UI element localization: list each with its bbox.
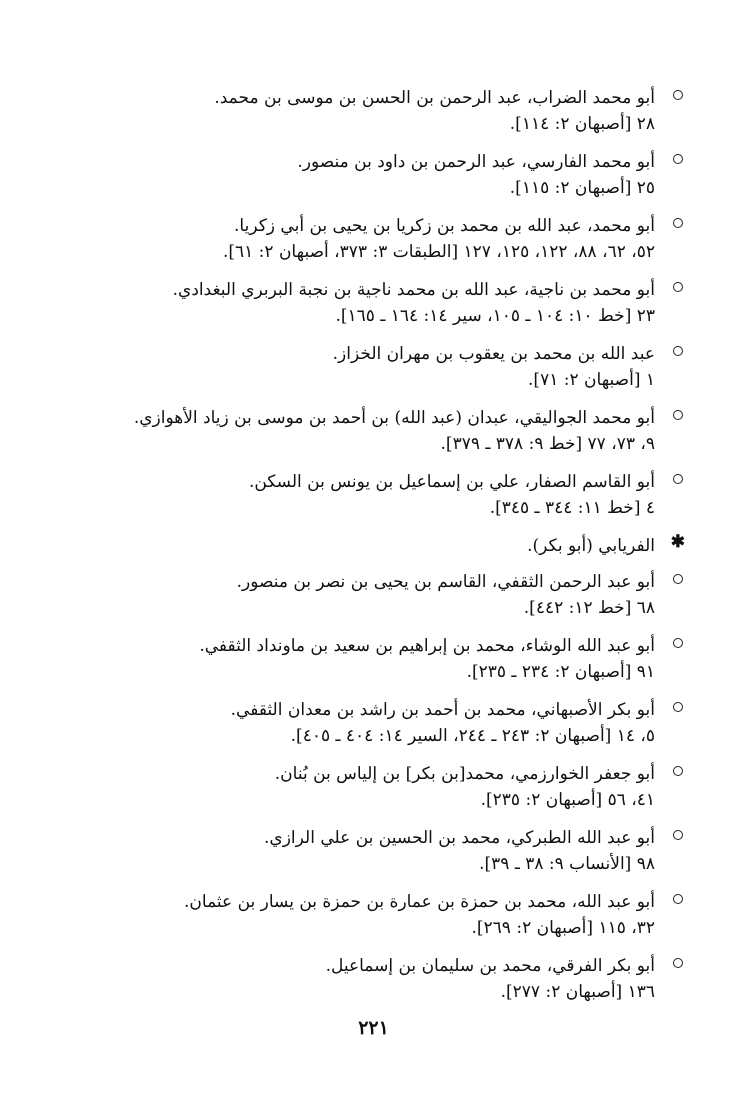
entry-refs: ٥، ١٤ [أصبهان ٢: ٢٤٣ ـ ٢٤٤، السير ١٤: ٤٠٤ ـ ٤٠٥]. <box>290 726 655 746</box>
entry-refs: ٢٥ [أصبهان ٢: ١١٥]. <box>509 178 655 198</box>
circle-bullet-icon <box>673 346 683 356</box>
index-entry <box>100 406 655 458</box>
index-entry-crossref <box>100 532 685 558</box>
circle-bullet-icon <box>673 218 683 228</box>
asterisk-icon: ✱ <box>670 532 685 552</box>
index-entry <box>100 762 655 814</box>
circle-bullet-icon <box>673 574 683 584</box>
circle-bullet-icon <box>673 638 683 648</box>
index-entry <box>100 698 655 750</box>
index-entry <box>100 954 655 1006</box>
entry-refs: ٥٢، ٦٢، ٨٨، ١٢٢، ١٢٥، ١٢٧ [الطبقات ٣: ٣٧٣، أصبهان ٢: ٦١]. <box>222 242 655 262</box>
circle-bullet-icon <box>673 410 683 420</box>
page-number: ٢٢١ <box>358 1017 389 1039</box>
circle-bullet-icon <box>673 282 683 292</box>
circle-bullet-icon <box>673 702 683 712</box>
entry-name: أبو عبد الله الوشاء، محمد بن إبراهيم بن سعيد بن ماونداد الثقفي. <box>199 636 655 656</box>
index-entry <box>100 470 655 522</box>
entry-name: عبد الله بن محمد بن يعقوب بن مهران الخزاز. <box>332 344 655 364</box>
entry-name: أبو محمد الفارسي، عبد الرحمن بن داود بن منصور. <box>297 152 655 172</box>
entry-name: أبو بكر الفرقي، محمد بن سليمان بن إسماعيل. <box>325 956 655 976</box>
circle-bullet-icon <box>673 766 683 776</box>
entry-name: أبو محمد بن ناجية، عبد الله بن محمد ناجية بن نجبة البربري البغدادي. <box>172 280 655 300</box>
entry-refs: ٩، ٧٣، ٧٧ [خط ٩: ٣٧٨ ـ ٣٧٩]. <box>440 434 655 454</box>
entry-name: أبو عبد الله الطبركي، محمد بن الحسين بن علي الرازي. <box>264 828 655 848</box>
index-entry <box>100 634 655 686</box>
entry-name: أبو القاسم الصفار، علي بن إسماعيل بن يونس بن السكن. <box>248 472 655 492</box>
entry-refs: ١٣٦ [أصبهان ٢: ٢٧٧]. <box>500 982 655 1002</box>
entry-refs: ٢٣ [خط ١٠: ١٠٤ ـ ١٠٥، سير ١٤: ١٦٤ ـ ١٦٥]. <box>335 306 655 326</box>
index-entry <box>100 214 655 266</box>
index-entry <box>100 890 655 942</box>
entry-name: أبو محمد الضراب، عبد الرحمن بن الحسن بن موسى بن محمد. <box>214 88 655 108</box>
entry-name: أبو محمد الجواليقي، عبدان (عبد الله) بن أحمد بن موسى بن زياد الأهوازي. <box>133 408 655 428</box>
entry-refs: ٩٨ [الأنساب ٩: ٣٨ ـ ٣٩]. <box>479 854 655 874</box>
entry-name: أبو جعفر الخوارزمي، محمد[بن بكر] بن إلياس بن بُنان. <box>274 764 655 784</box>
entry-name: أبو عبد الله، محمد بن حمزة بن عمارة بن حمزة بن يسار بن عثمان. <box>184 892 655 912</box>
entry-refs: ٢٨ [أصبهان ٢: ١١٤]. <box>509 114 655 134</box>
entry-name: أبو بكر الأصبهاني، محمد بن أحمد بن راشد بن معدان الثقفي. <box>230 700 655 720</box>
index-entry <box>100 570 655 622</box>
entry-name: أبو عبد الرحمن الثقفي، القاسم بن يحيى بن نصر بن منصور. <box>236 572 655 592</box>
entry-name: أبو محمد، عبد الله بن محمد بن زكريا بن يحيى بن أبي زكريا. <box>234 216 655 236</box>
index-entry <box>100 278 655 330</box>
entry-refs: ٤١، ٥٦ [أصبهان ٢: ٢٣٥]. <box>480 790 655 810</box>
index-entry <box>100 342 655 394</box>
entry-refs: ٣٢، ١١٥ [أصبهان ٢: ٢٦٩]. <box>471 918 655 938</box>
circle-bullet-icon <box>673 830 683 840</box>
index-column <box>100 86 685 1018</box>
entry-refs: ٤ [خط ١١: ٣٤٤ ـ ٣٤٥]. <box>489 498 655 518</box>
circle-bullet-icon <box>673 894 683 904</box>
circle-bullet-icon <box>673 90 683 100</box>
circle-bullet-icon <box>673 474 683 484</box>
circle-bullet-icon <box>673 958 683 968</box>
entry-refs: ١ [أصبهان ٢: ٧١]. <box>528 370 655 390</box>
index-entry <box>100 826 655 878</box>
entry-refs: ٦٨ [خط ١٢: ٤٤٢]. <box>523 598 655 618</box>
entry-name: الفريابي (أبو بكر). <box>527 536 655 556</box>
index-entry <box>100 150 655 202</box>
index-entry <box>100 86 655 138</box>
entry-refs: ٩١ [أصبهان ٢: ٢٣٤ ـ ٢٣٥]. <box>466 662 655 682</box>
circle-bullet-icon <box>673 154 683 164</box>
